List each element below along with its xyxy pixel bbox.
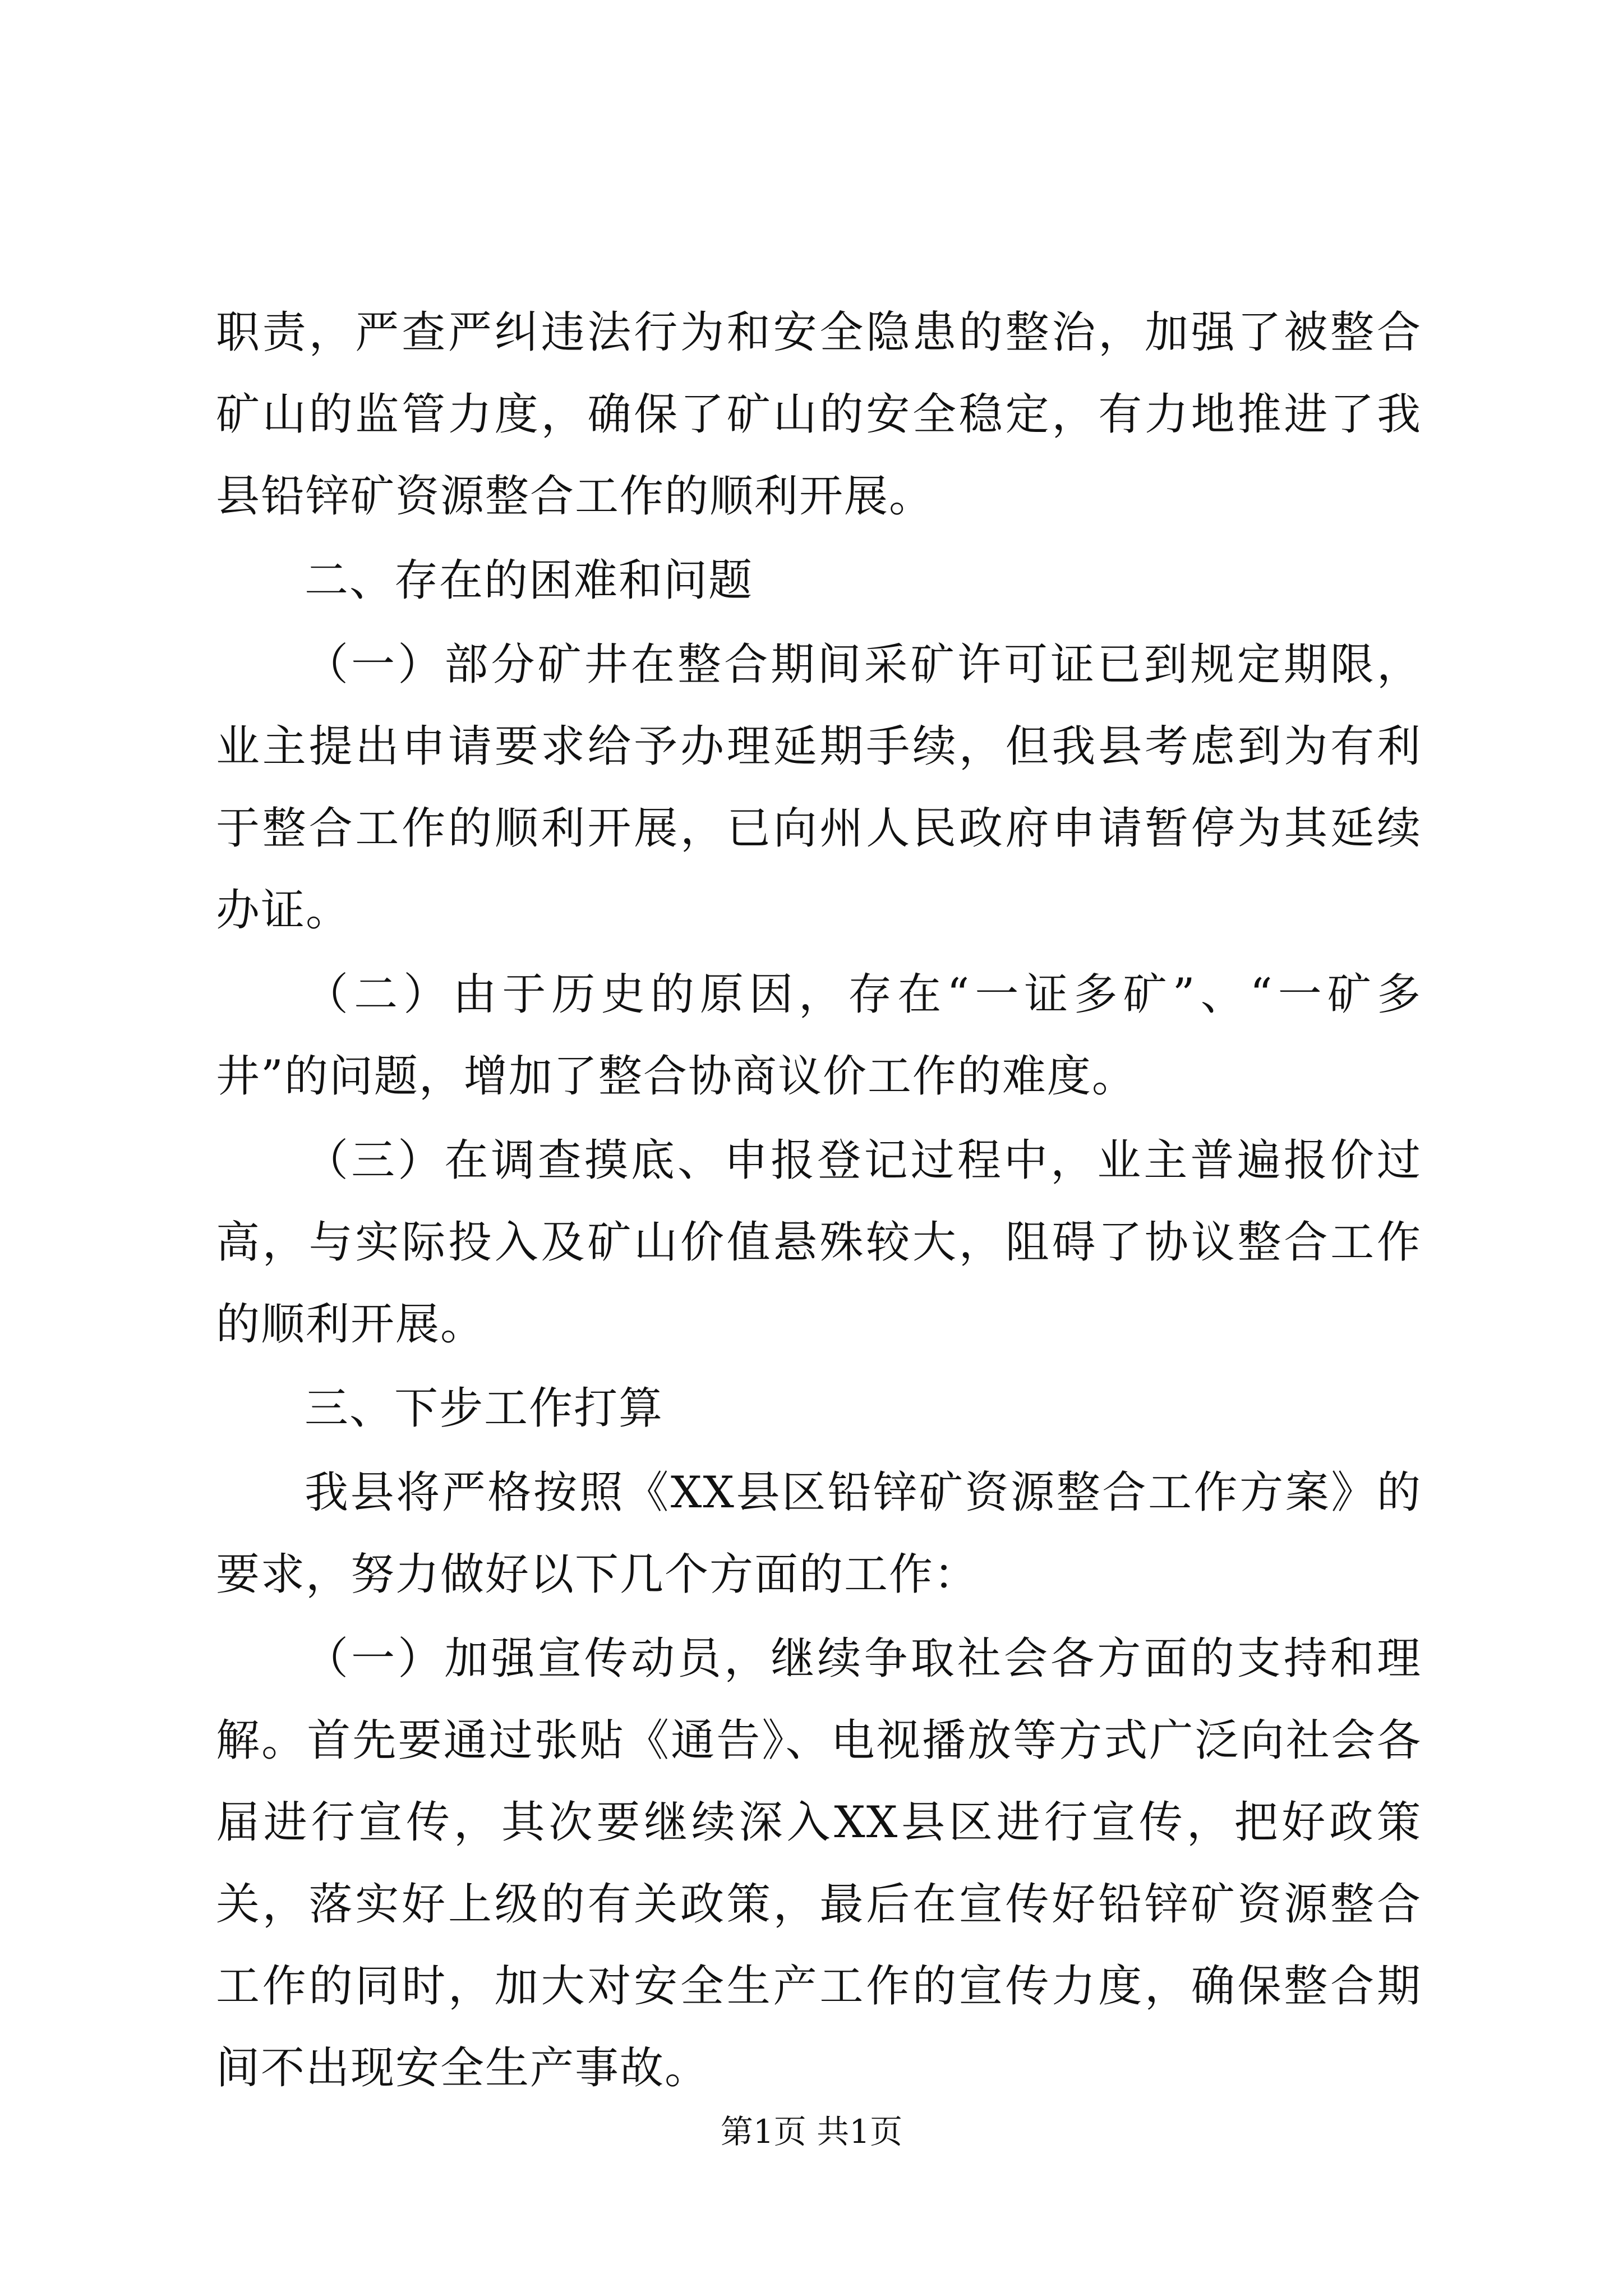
paragraph-continuation: 职责，严查严纠违法行为和安全隐患的整治，加强了被整合矿山的监管力度，确保了矿山的安全稳定，有力地推进了我县铅锌矿资源整合工作的顺利开展。 — [216, 307, 1422, 522]
paragraph-problem-3: （三）在调查摸底、申报登记过程中，业主普遍报价过高，与实际投入及矿山价值悬殊较大，阻碍了协议整合工作的顺利开展。 — [216, 1135, 1422, 1350]
page-footer — [0, 2109, 1623, 2154]
paragraph-plan-intro: 我县将严格按照《XX县区铅锌矿资源整合工作方案》的要求，努力做好以下几个方面的工作： — [216, 1467, 1422, 1600]
paragraph-problem-1: （一）部分矿井在整合期间采矿许可证已到规定期限，业主提出申请要求给予办理延期手续，但我县考虑到为有利于整合工作的顺利开展，已向州人民政府申请暂停为其延续办证。 — [216, 639, 1422, 936]
page-number-label: 第1页 共1页 — [720, 2113, 903, 2151]
paragraph-plan-1: （一）加强宣传动员，继续争取社会各方面的支持和理解。首先要通过张贴《通告》、电视播放等方式广泛向社会各届进行宣传，其次要继续深入XX县区进行宣传，把好政策关，落实好上级的有关政策，最后在宣传好铅锌矿资源整合工作的同时，加大对安全生产工作的宣传力度，确保整合期间不出现安全生产事故。 — [216, 1634, 1422, 2093]
paragraph-problem-2: （二）由于历史的原因，存在“一证多矿”、“一矿多井”的问题，增加了整合协商议价工作的难度。 — [216, 969, 1422, 1102]
section-heading-next-steps: 三、下步工作打算 — [305, 1383, 664, 1434]
document-body — [216, 292, 1422, 2111]
section-heading-difficulties: 二、存在的困难和问题 — [305, 555, 754, 606]
